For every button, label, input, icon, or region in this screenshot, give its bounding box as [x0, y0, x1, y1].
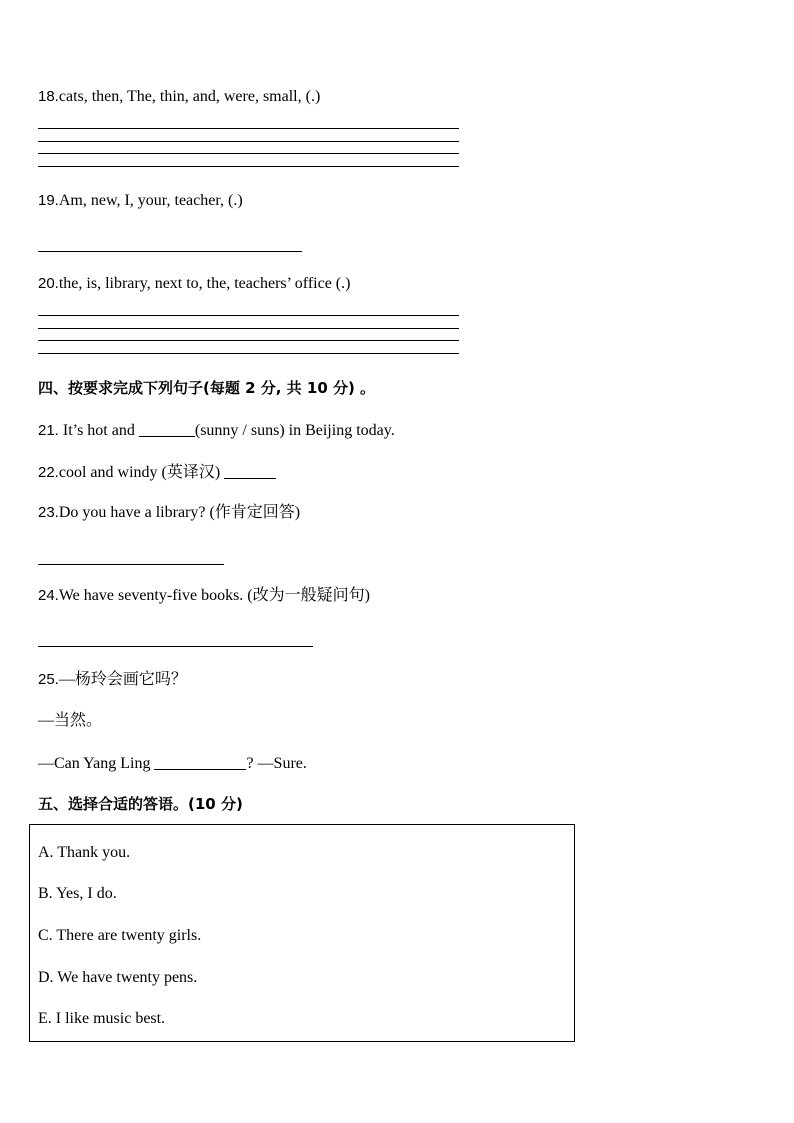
question-text: Am, new, I, your, teacher, (.): [58, 192, 243, 209]
question-number: 22.: [38, 464, 59, 481]
answer-line[interactable]: [38, 340, 459, 341]
question-number: 21.: [38, 422, 59, 439]
question-text-after: (sunny / suns) in Beijing today.: [194, 422, 395, 439]
answer-line[interactable]: [38, 128, 459, 129]
question-text-before: It’s hot and: [58, 422, 139, 439]
fill-blank[interactable]: [154, 753, 246, 770]
section-4-heading: 四、按要求完成下列句子(每题 2 分, 共 10 分) 。: [38, 379, 376, 397]
question-number: 23.: [38, 504, 59, 521]
question-21: [38, 420, 395, 441]
question-24: [38, 586, 370, 606]
option-c: C. There are twenty girls.: [38, 927, 202, 944]
question-text: the, is, library, next to, the, teachers’ office (.): [58, 275, 351, 292]
question-text: —杨玲会画它吗？: [58, 671, 187, 688]
fill-blank[interactable]: [224, 462, 276, 479]
question-number: 19.: [38, 192, 59, 209]
question-text: cats, then, The, thin, and, were, small, (.): [58, 88, 321, 105]
option-d: D. We have twenty pens.: [38, 969, 198, 986]
option-e: E. I like music best.: [38, 1010, 166, 1027]
question-number: 20.: [38, 275, 59, 292]
section-5-heading: 五、选择合适的答语。(10 分): [38, 795, 243, 813]
question-text-before: —Can Yang Ling: [38, 755, 155, 772]
question-number: 18.: [38, 88, 59, 105]
answer-line[interactable]: [38, 564, 224, 565]
answer-line[interactable]: [38, 328, 459, 329]
answer-line[interactable]: [38, 166, 459, 167]
answer-line[interactable]: [38, 251, 302, 252]
question-18: [38, 87, 320, 107]
question-text-after: ? —Sure.: [246, 755, 307, 772]
answer-line[interactable]: [38, 153, 459, 154]
answer-line[interactable]: [38, 141, 459, 142]
answer-line[interactable]: [38, 353, 459, 354]
answer-line[interactable]: [38, 315, 459, 316]
question-text: We have seventy-five books. (改为一般疑问句): [58, 587, 370, 604]
question-19: [38, 191, 243, 211]
answer-options-box: [29, 824, 575, 1042]
fill-blank[interactable]: [139, 420, 195, 437]
question-22: [38, 462, 276, 483]
question-25-line-2: —当然。: [38, 712, 103, 729]
question-text: cool and windy (英译汉): [58, 464, 225, 481]
question-number: 24.: [38, 587, 59, 604]
answer-line[interactable]: [38, 646, 313, 647]
question-25: [38, 670, 187, 690]
option-b: B. Yes, I do.: [38, 885, 117, 902]
question-25-line-3: [38, 753, 307, 774]
option-a: A. Thank you.: [38, 844, 131, 861]
question-23: [38, 503, 300, 523]
question-number: 25.: [38, 671, 59, 688]
question-text: Do you have a library? (作肯定回答): [58, 504, 301, 521]
question-20: [38, 274, 350, 294]
